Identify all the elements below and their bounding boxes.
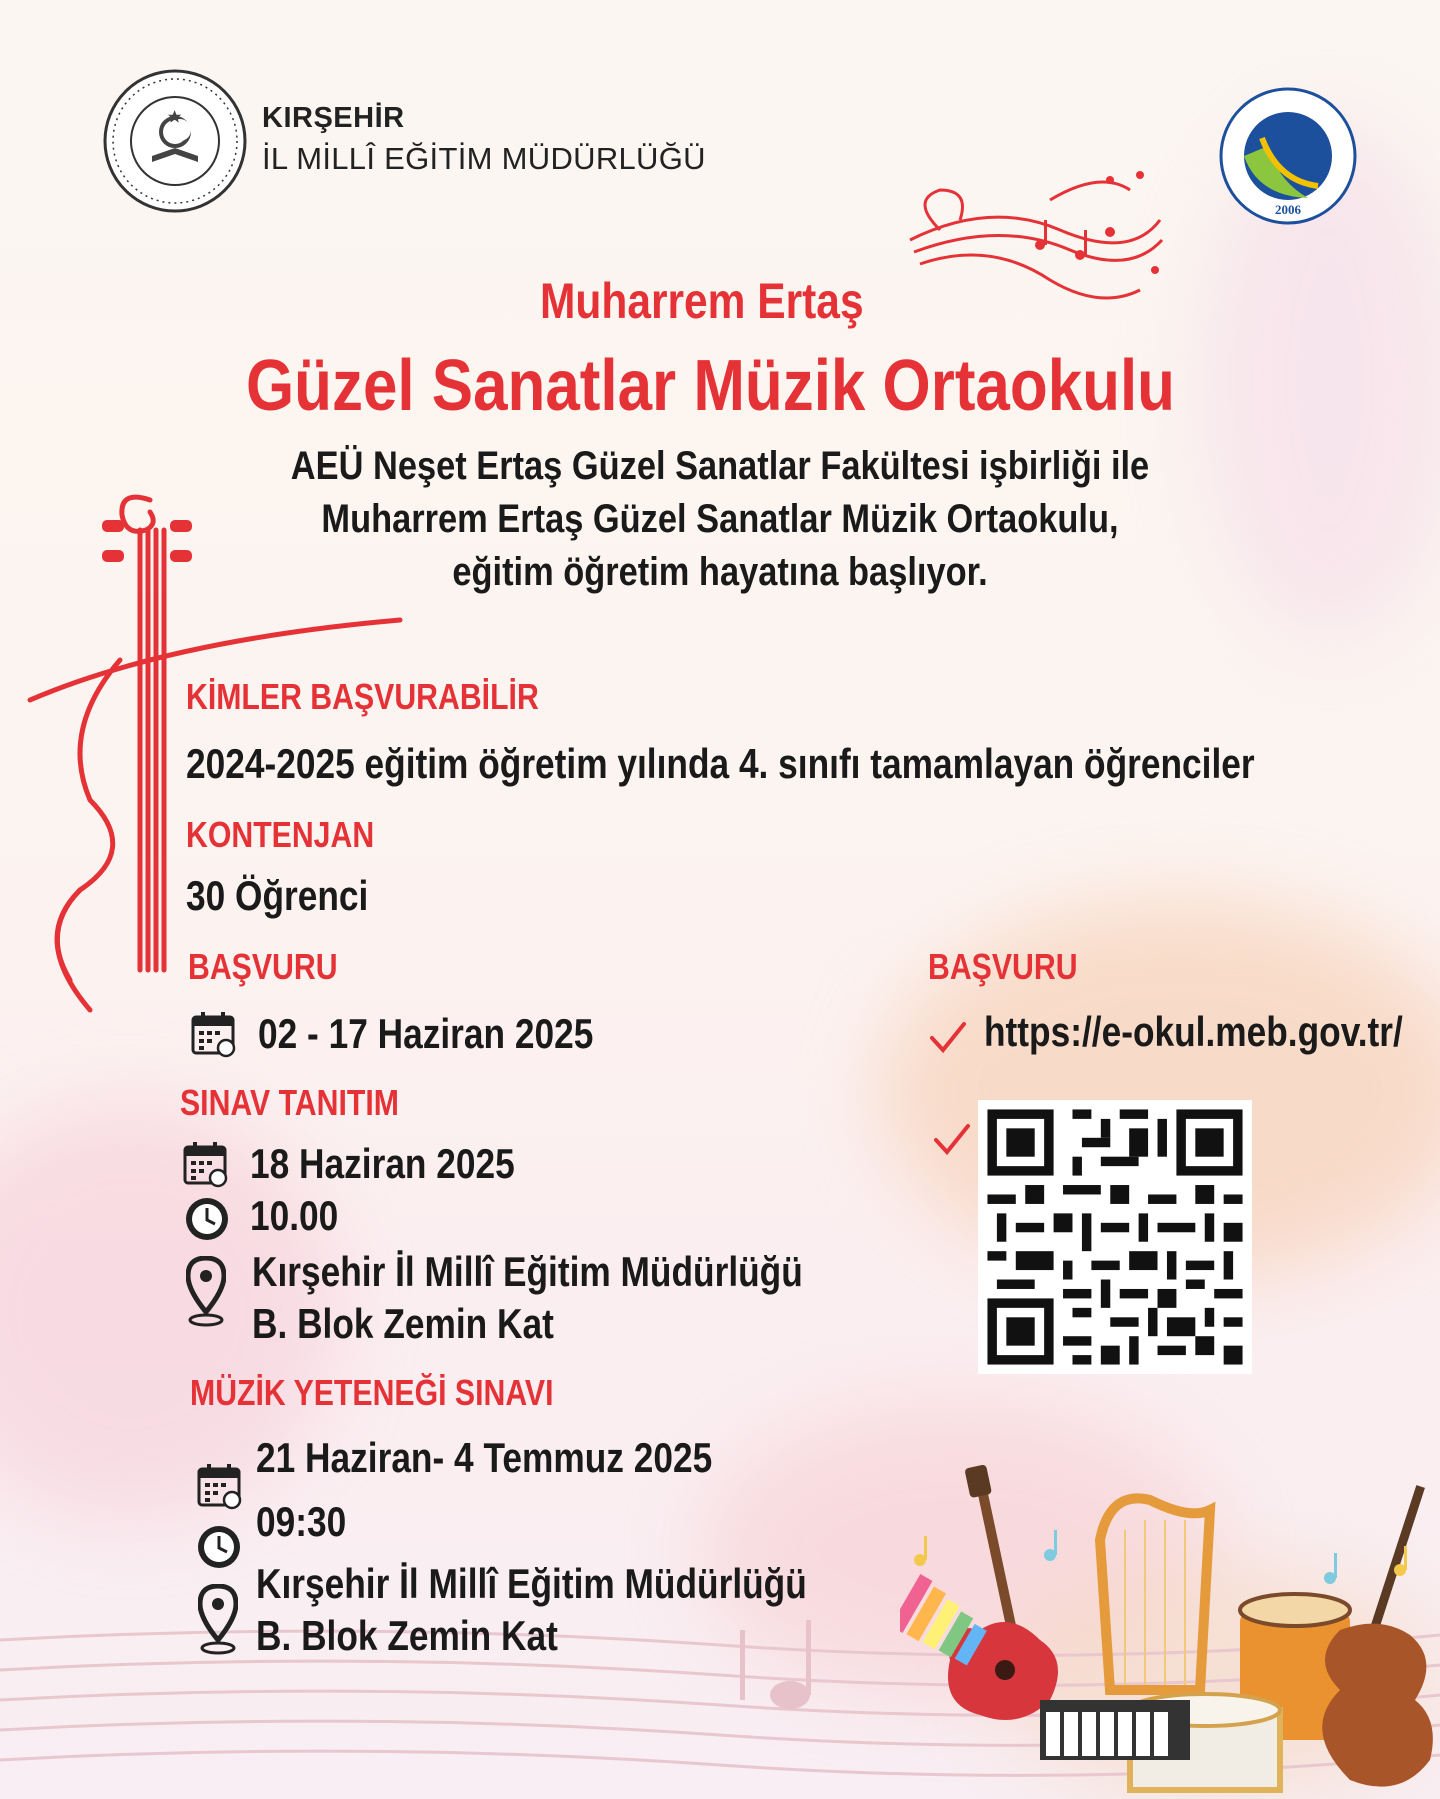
check-icon [928, 1020, 968, 1056]
university-year: 2006 [1275, 202, 1301, 217]
header-text [262, 102, 706, 177]
talent-exam-label: MÜZİK YETENEĞİ SINAVI [190, 1372, 554, 1413]
application-label: BAŞVURU [188, 946, 338, 987]
clock-icon [196, 1524, 242, 1570]
calendar-icon [196, 1462, 244, 1510]
school-title-line1: Muharrem Ertaş [540, 273, 864, 329]
check-icon [932, 1122, 972, 1158]
intro-line1: AEÜ Neşet Ertaş Güzel Sanatlar Fakültesi işbirliği ile [290, 444, 1150, 488]
header-directorate: İL MİLLÎ EĞİTİM MÜDÜRLÜĞÜ [262, 141, 706, 176]
clock-icon [184, 1196, 230, 1242]
application-date: 02 - 17 Haziran 2025 [258, 1010, 594, 1057]
quota-value: 30 Öğrenci [186, 872, 369, 919]
university-seal-logo [1218, 86, 1358, 226]
eligibility-label: KİMLER BAŞVURABİLİR [186, 676, 539, 717]
calendar-icon [182, 1140, 230, 1188]
musical-instruments-illustration [900, 1460, 1440, 1799]
eligibility-value: 2024-2025 eğitim öğretim yılında 4. sınıfı tamamlayan öğrenciler [186, 740, 1255, 787]
talent-exam-location-line1: Kırşehir İl Millî Eğitim Müdürlüğü [256, 1560, 807, 1607]
intro-session-date: 18 Haziran 2025 [250, 1140, 515, 1187]
meb-seal-logo [102, 68, 248, 214]
quota-label: KONTENJAN [186, 814, 375, 855]
intro-session-time: 10.00 [250, 1192, 339, 1239]
school-title-line2: Güzel Sanatlar Müzik Ortaokulu [246, 346, 1175, 426]
talent-exam-date: 21 Haziran- 4 Temmuz 2025 [256, 1434, 713, 1481]
location-pin-icon [198, 1584, 238, 1656]
talent-exam-time: 09:30 [256, 1498, 347, 1545]
online-application-label: BAŞVURU [928, 946, 1078, 987]
intro-session-location-line2: B. Blok Zemin Kat [252, 1300, 554, 1347]
music-notes-ribbon-decoration [900, 160, 1170, 330]
application-url-link[interactable]: https://e-okul.meb.gov.tr/ [984, 1008, 1403, 1055]
intro-session-label: SINAV TANITIM [180, 1082, 399, 1123]
intro-line2: Muharrem Ertaş Güzel Sanatlar Müzik Ortaokulu, [321, 497, 1119, 541]
intro-line3: eğitim öğretim hayatına başlıyor. [452, 550, 988, 594]
qr-code[interactable] [978, 1100, 1252, 1374]
talent-exam-location-line2: B. Blok Zemin Kat [256, 1612, 558, 1659]
calendar-icon [190, 1010, 238, 1058]
intro-session-location-line1: Kırşehir İl Millî Eğitim Müdürlüğü [252, 1248, 803, 1295]
header-city: KIRŞEHİR [262, 102, 405, 134]
location-pin-icon [186, 1256, 226, 1328]
